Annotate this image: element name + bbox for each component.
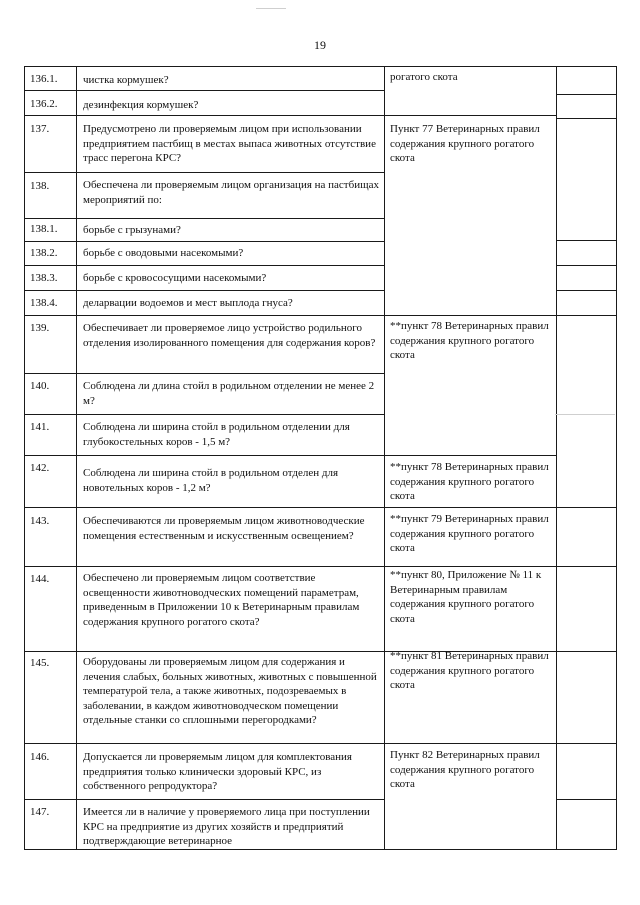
item-number: 137.	[30, 123, 50, 135]
item-number: 142.	[30, 462, 50, 474]
item-number: 144.	[30, 573, 50, 585]
reference-text: Пункт 82 Ветеринарных правил содержания крупного рогатого скота	[390, 749, 540, 790]
reference-text: **пункт 78 Ветеринарных правил содержания крупного рогатого скота	[390, 320, 549, 361]
scan-artifact	[555, 414, 615, 415]
mark-divider	[556, 566, 617, 567]
mark-divider	[556, 290, 617, 291]
reference-divider	[384, 566, 557, 567]
column-divider-number	[76, 66, 77, 850]
table-border-right	[616, 66, 617, 850]
reference-text: **пункт 81 Ветеринарных правил содержания крупного рогатого скота	[390, 650, 549, 691]
scan-artifact	[256, 8, 286, 9]
reference-divider	[384, 315, 557, 316]
item-number: 136.1.	[30, 73, 58, 85]
question-text: Обеспечена ли проверяемым лицом организация на пастбищах мероприятий по:	[83, 179, 379, 206]
checklist-table	[24, 66, 617, 850]
item-number: 141.	[30, 421, 50, 433]
mark-divider	[556, 315, 617, 316]
item-number: 146.	[30, 751, 50, 763]
question-text: Обеспечивает ли проверяемое лицо устройство родильного отделения изолированного помещения для содержания коров?	[83, 322, 376, 349]
question-text: дезинфекция кормушек?	[83, 99, 199, 111]
table-border-top	[24, 66, 617, 67]
reference-divider	[384, 743, 557, 744]
question-text: Соблюдена ли ширина стойл в родильном отделении для глубокостельных коров - 1,5 м?	[83, 421, 350, 448]
item-number: 136.2.	[30, 98, 58, 110]
mark-divider	[556, 651, 617, 652]
reference-text: рогатого скота	[390, 71, 458, 83]
item-number: 147.	[30, 806, 50, 818]
row-divider	[24, 218, 385, 219]
question-text: борьбе с оводовыми насекомыми?	[83, 247, 244, 259]
mark-divider	[556, 118, 617, 119]
item-number: 143.	[30, 515, 50, 527]
question-text: Соблюдена ли длина стойл в родильном отделении не менее 2 м?	[83, 380, 375, 407]
row-divider	[24, 315, 385, 316]
question-text: Предусмотрено ли проверяемым лицом при использовании предприятием пастбищ в местах выпаса животных отсутствие трасс перегона КРС?	[83, 123, 376, 164]
row-divider	[24, 373, 385, 374]
row-divider	[24, 799, 385, 800]
item-number: 145.	[30, 657, 50, 669]
reference-divider	[384, 115, 557, 116]
column-divider-question	[384, 66, 385, 850]
question-text: борьбе с грызунами?	[83, 224, 181, 236]
row-divider	[24, 265, 385, 266]
row-divider	[24, 566, 385, 567]
row-divider	[24, 241, 385, 242]
table-border-bottom	[24, 849, 617, 850]
reference-text: **пункт 79 Ветеринарных правил содержания крупного рогатого скота	[390, 513, 549, 554]
mark-divider	[556, 94, 617, 95]
question-text: деларвации водоемов и мест выплода гнуса?	[83, 297, 293, 309]
page-number: 19	[314, 38, 326, 52]
item-number: 140.	[30, 380, 50, 392]
mark-divider	[556, 265, 617, 266]
row-divider	[24, 290, 385, 291]
row-divider	[24, 172, 385, 173]
item-number: 138.	[30, 180, 50, 192]
reference-text: **пункт 78 Ветеринарных правил содержания крупного рогатого скота	[390, 461, 549, 502]
question-text: Обеспечиваются ли проверяемым лицом животноводческие помещения естественным и искусственным освещением?	[83, 515, 365, 542]
reference-text: Пункт 77 Ветеринарных правил содержания крупного рогатого скота	[390, 123, 540, 164]
question-text: Имеется ли в наличие у проверяемого лица при поступлении КРС на предприятие из других хозяйств и предприятий подтверждающие ветеринарное	[83, 806, 370, 847]
reference-divider	[384, 455, 557, 456]
row-divider	[24, 507, 385, 508]
mark-divider	[556, 507, 617, 508]
row-divider	[24, 115, 385, 116]
row-divider	[24, 455, 385, 456]
question-text: Допускается ли проверяемым лицом для комплектования предприятия только клинически здоровый КРС, из собственного репродуктора?	[83, 751, 352, 792]
item-number: 138.2.	[30, 247, 58, 259]
column-divider-reference	[556, 66, 557, 850]
table-border-left	[24, 66, 25, 850]
question-text: борьбе с кровососущими насекомыми?	[83, 272, 267, 284]
mark-divider	[556, 799, 617, 800]
question-text: Обеспечено ли проверяемым лицом соответствие освещенности животноводческих помещений параметрам, приведенным в Приложении 10 к Ветеринарным правилам содержания крупного рогатого скота?	[83, 572, 360, 628]
item-number: 138.4.	[30, 297, 58, 309]
row-divider	[24, 90, 385, 91]
question-text: чистка кормушек?	[83, 74, 169, 86]
row-divider	[24, 651, 385, 652]
question-text: Соблюдена ли ширина стойл в родильном отделен для новотельных коров - 1,2 м?	[83, 467, 339, 494]
reference-text: **пункт 80, Приложение № 11 к Ветеринарным правилам содержания крупного рогатого скота	[390, 569, 542, 625]
item-number: 138.3.	[30, 272, 58, 284]
question-text: Оборудованы ли проверяемым лицом для содержания и лечения слабых, больных животных, животных с повышенной температурой тела, а также животных, подозреваемых в заболевании, в каждом животноводческом помещении отдельные станки со сплошными перегородками?	[83, 656, 377, 726]
mark-divider	[556, 240, 617, 241]
mark-divider	[556, 743, 617, 744]
row-divider	[24, 414, 385, 415]
item-number: 138.1.	[30, 223, 58, 235]
row-divider	[24, 743, 385, 744]
reference-divider	[384, 507, 557, 508]
item-number: 139.	[30, 322, 50, 334]
